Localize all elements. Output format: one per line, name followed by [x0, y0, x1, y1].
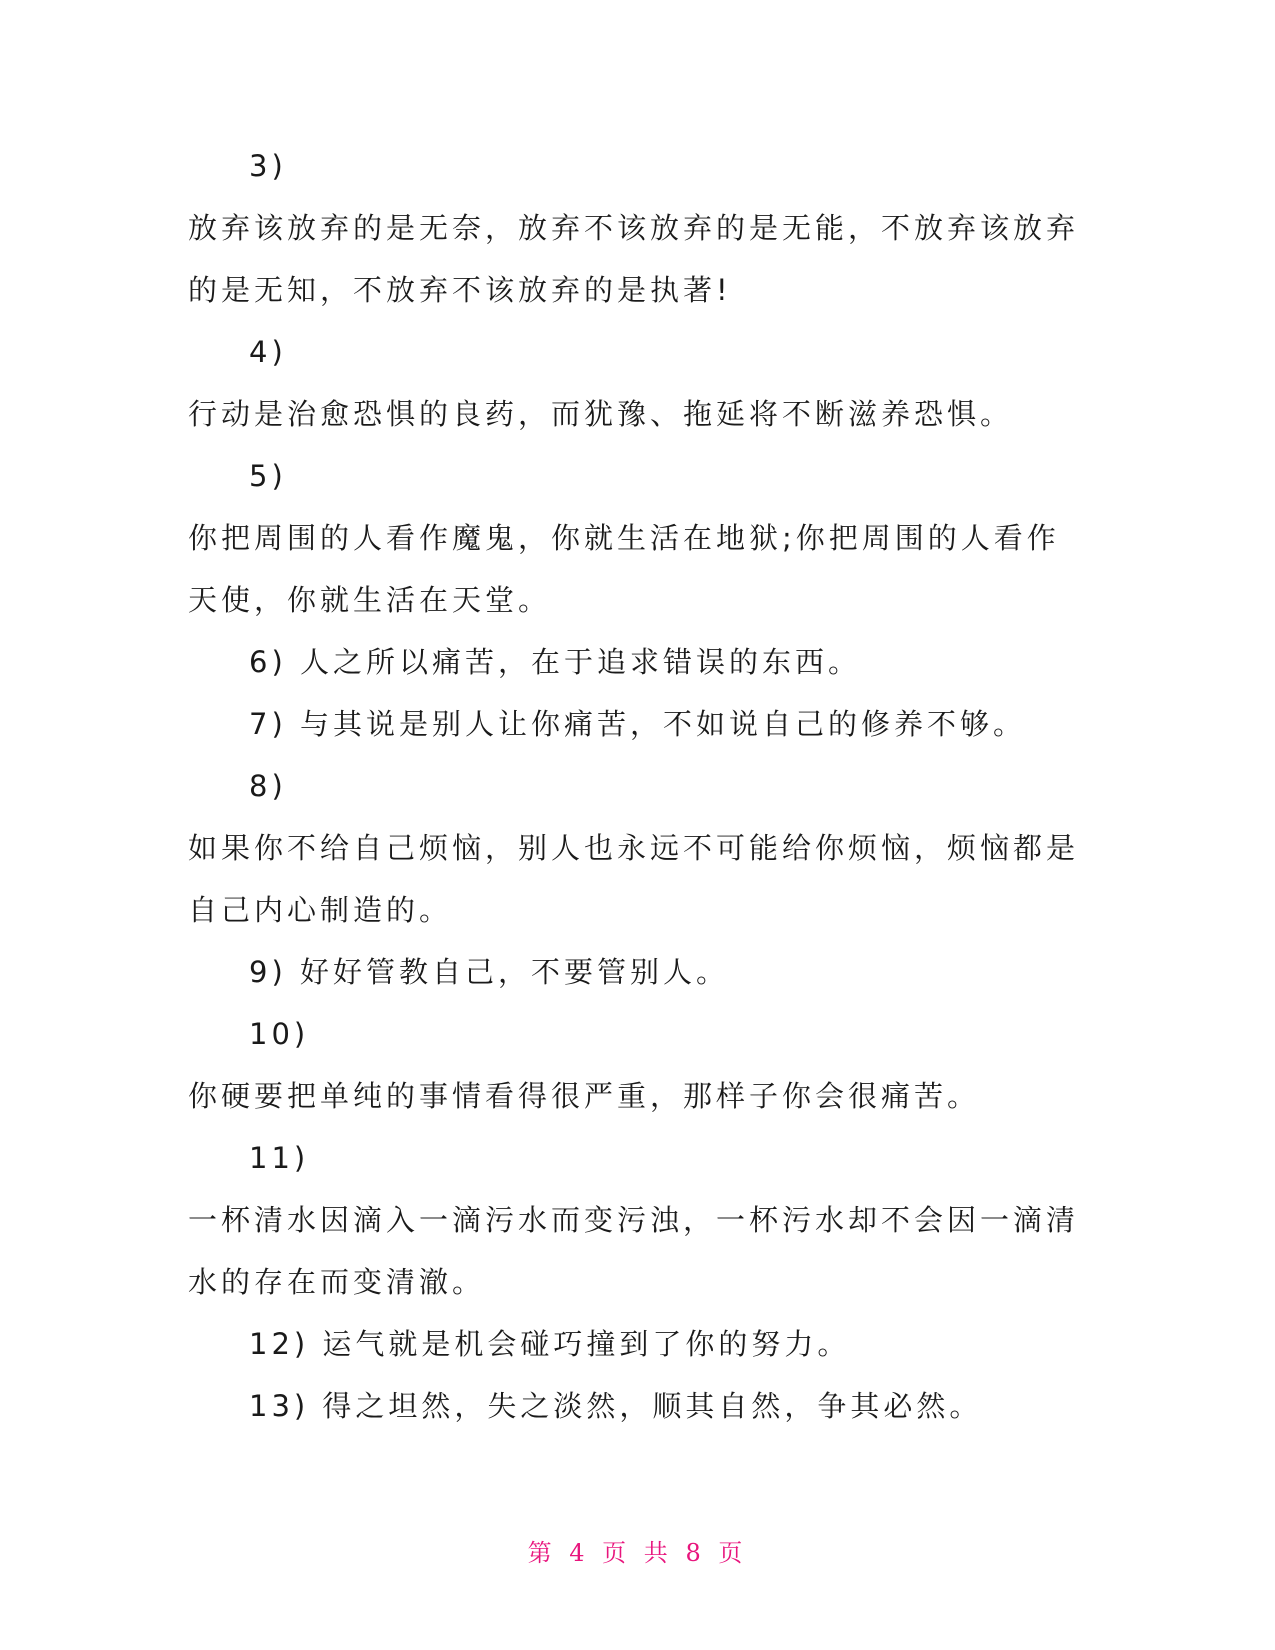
item-number-5: 5)	[249, 459, 287, 493]
item-13: 13) 得之坦然，失之淡然，顺其自然，争其必然。	[249, 1389, 983, 1423]
paragraph-line: 天使，你就生活在天堂。	[188, 583, 552, 617]
item-number-4: 4)	[249, 335, 287, 369]
paragraph-line: 的是无知，不放弃不该放弃的是执著!	[188, 273, 732, 307]
item-9: 9) 好好管教自己，不要管别人。	[249, 955, 729, 989]
paragraph-line: 自己内心制造的。	[188, 893, 453, 927]
paragraph-line: 如果你不给自己烦恼，别人也永远不可能给你烦恼，烦恼都是	[188, 831, 1080, 865]
item-6: 6) 人之所以痛苦，在于追求错误的东西。	[249, 645, 861, 679]
item-number-11: 11)	[249, 1141, 310, 1175]
item-number-3: 3)	[249, 149, 287, 183]
item-7: 7) 与其说是别人让你痛苦，不如说自己的修养不够。	[249, 707, 1026, 741]
item-number-10: 10)	[249, 1017, 310, 1051]
item-number-8: 8)	[249, 769, 287, 803]
paragraph-line: 一杯清水因滴入一滴污水而变污浊，一杯污水却不会因一滴清	[188, 1203, 1080, 1237]
paragraph-line: 水的存在而变清澈。	[188, 1265, 486, 1299]
page-footer: 第 4 页 共 8 页	[527, 1539, 748, 1567]
paragraph-line: 你硬要把单纯的事情看得很严重，那样子你会很痛苦。	[188, 1079, 981, 1113]
paragraph-line: 行动是治愈恐惧的良药，而犹豫、拖延将不断滋养恐惧。	[188, 397, 1014, 431]
paragraph-line: 放弃该放弃的是无奈，放弃不该放弃的是无能，不放弃该放弃	[188, 211, 1080, 245]
paragraph-line: 你把周围的人看作魔鬼，你就生活在地狱;你把周围的人看作	[188, 521, 1060, 555]
item-12: 12) 运气就是机会碰巧撞到了你的努力。	[249, 1327, 851, 1361]
